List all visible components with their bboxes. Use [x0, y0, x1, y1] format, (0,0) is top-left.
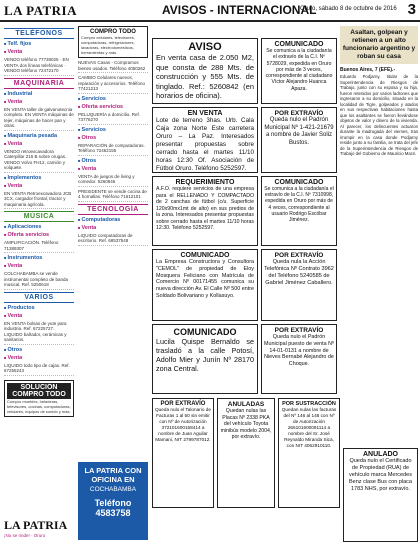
subcategory-telf-fijos: ■ Telf. fijos: [4, 41, 74, 47]
news-dateline: Buenos Aires, 7 (EFE).-: [340, 67, 396, 73]
subcategory-venta: ■ Venta: [78, 225, 148, 231]
subcategory-productos: ■ Productos: [4, 305, 74, 311]
subcategory-maquinaria-pesada: ■ Maquinaria pesada: [4, 133, 74, 139]
subcategory-otros: ■ Otros: [78, 135, 148, 141]
subcategory-venta: ■ Venta: [4, 313, 74, 319]
sustraccion-ad: POR SUSTRACCIÓN Quedan nulas las facturas del Nº 146 al 148 con Nº de Autorización 266101600091114 a nombre del Sr. José Reynaldo Miranda Sica, con NIT 4062910110.: [278, 398, 340, 508]
small-ad: VENTA de juegos de living y comedor. 5260846: [78, 174, 148, 187]
masthead-logo: LA PATRIA: [4, 3, 77, 18]
solucion-ad-box: SOLUCIÓN COMPRO TODO Compro muebles, heladeras, televisores, cocinas, computadoras, celulares, equipos de sonido y más.: [4, 380, 74, 417]
subcategory-industrial: ■ Industrial: [4, 91, 74, 97]
solucion-title: SOLUCIÓN COMPRO TODO: [7, 383, 71, 399]
extravio-ad-3: POR EXTRAVÍO Queda nulo el Padrón Municipal puesto de venta Nº 14-01-0131 a nombre de Nieves Bernabé Alejandro de Choque.: [261, 324, 337, 394]
news-body: Eduardo Podjarny, titular de la Superintendencia de Riesgos de Trabajo, junto con su esposa y su hija, fueron retenidos por varios ladrones que ingresaron a su domicilio, situado en la localidad de Tigre, golpeados y atados en sus respectivas habitaciones hasta que los asaltantes se fueron llevándose objetos de valor y dinero de la vivienda. Al parecer, los delincuentes actuaron durante la madrugada del viernes, tras irrumpir en la casa donde Podjarny reside junto a su familia, se trata del jefe de la Superintendencia de Riesgos de Trabajo del Gobierno de Mauricio Macri.: [340, 74, 418, 156]
subcategory-implementos: ■ Implementos: [4, 175, 74, 181]
small-ad: COLCHABAMBA se vende instrumental completo de banda musical. Ref. 5250618: [4, 271, 74, 290]
category-musica: MÚSICA: [4, 211, 74, 222]
comunicado-ad-4: COMUNICADO Lucila Quispe Bernaldo se trasladó a la calle Potosí, Adolfo Mier y Junín Nº 28170 zona Central.: [152, 324, 258, 394]
small-ad: LIQUIDO computadoras de escritorio. Ref. 68537548: [78, 233, 148, 246]
small-ad: AMPLIFICACIÓN. Teléfono 71389307: [4, 240, 74, 253]
extravio-ad-1: POR EXTRAVÍO Queda nulo el Padrón Municipal Nº 1-421-21679 a nombre de Javier Soliz Bustos.: [261, 107, 337, 173]
small-ad: EN VENTA taller de galvanotecnia completo. EN VENTA máquinas de tejer, máquinas de hacer pan y otras.: [4, 107, 74, 131]
small-ad: PRESIDENTE se vende cocina de 4 hornallas. Teléfono 71612101: [78, 189, 148, 202]
extravio-ad-2: POR EXTRAVÍO Queda nula la Acción Telefónica Nº Contrato 3962 del Teléfono 5240585 de Gabriel Jiménez Caballero.: [261, 249, 337, 321]
comunicado-ad-2: COMUNICADO Se comunica a la ciudadanía el extravío de la C.I. Nº 7310998, expedida en Oruro por más de 4 veces, correspondiente al usuario Rodrigo Escóbar Jiménez.: [261, 176, 337, 246]
la-patria-cochabamba-ad: LA PATRIA CON OFICINA EN COCHABAMBA Teléfono 4583758: [78, 462, 148, 540]
subcategory-venta: ■ Venta: [78, 166, 148, 172]
small-ad: NUEVAS Casas - Compramos bienes usados. Teléfono 4050262: [78, 60, 148, 73]
small-ad: CAMBIO Celulares nuevos, reparación y accesorios. Teléfono 77421213: [78, 75, 148, 94]
news-headline: Asaltan, golpean y retienen a un alto funcionario argentino y roban su casa: [340, 26, 418, 64]
small-ad: LIQUIDO todo tipo de cajas. Ref. 67255243: [4, 363, 74, 376]
subcategory-venta: ■ Venta: [4, 49, 74, 55]
aviso-ad: AVISO En venta casa de 2.050 M2, que consta de 288 Mts. de construcción y 555 Mts. de tinglado. Ref.: 5260842 (en horarios de oficina).: [152, 38, 258, 104]
subcategory-instrumentos: ■ Instrumentos: [4, 255, 74, 261]
subcategory-computadoras: ■ Computadoras: [78, 217, 148, 223]
en-venta-ad: EN VENTA Lote de terreno 3has. Urb. Cala Caja zona Norte Este carretera Oruro – La Paz. Interesados presentar propuestas sobre cerrado hasta el martes 11/10 horas 12:30 Of. Asociación de Fútbol Oruro. Teléfono 5252597.: [152, 107, 258, 173]
small-ad: PELUQUERÍA a domicilio. Ref. 73776270: [78, 112, 148, 125]
subcategory-venta: ■ Venta: [4, 99, 74, 105]
news-column: [340, 26, 418, 444]
small-ad: VENDO retroexcavadora Caterpillar 215 B sobre orugas. VENDO Volvo FH12, camión y volquete.: [4, 149, 74, 173]
requerimiento-ad: REQUERIMIENTO A.F.O. requiere servicios de una empresa para el RELLENADO Y COMPACTADO de 2 canchas de fútbol (c/u. Superficie 120x90mx1mt de alto) en sus predios de la zona. Interesados presentar propuestas sobre cerrado hasta el martes 11/10 horas 12:30. Teléfono 5252597.: [152, 176, 258, 246]
subcategory-servicios: ■ Servicios: [78, 127, 148, 133]
category-tecnologia: TECNOLOGÍA: [78, 204, 148, 215]
subcategory-oferta-servicios: ■ Oferta servicios: [4, 232, 74, 238]
category-maquinaria: MAQUINARIA: [4, 78, 74, 89]
subcategory-venta: ■ Venta: [4, 183, 74, 189]
subcategory-venta: ■ Venta: [4, 355, 74, 361]
small-ad: EN VENTA bolsas de yute para industria. Ref. 67225727. LIQUIDO bañador, cerámicas y sanitarios.: [4, 321, 74, 345]
subcategory-otros: ■ Otros: [78, 158, 148, 164]
extravio-facturas-ad: POR EXTRAVÍO Queda nulo el Talonario de Facturas 1 al 50 sin emitir con Nº de Autorización 372101600158414 a nombre de Juan Aguilar Mamani, NIT 2799787012.: [152, 398, 214, 508]
classifieds-column: [4, 26, 74, 542]
page-header: [0, 0, 420, 22]
subcategory-venta: ■ Venta: [4, 141, 74, 147]
dateline: Oruro, sábado 8 de octubre de 2016: [300, 6, 397, 12]
anulado-ad: ANULADO Queda nulo el Certificado de Propiedad (RUA) de vehículo marca Mercedes Benz clase Bus con placa 1783 NHS, por extravío.: [343, 448, 418, 542]
section-title: AVISOS - INTERNACIONAL: [162, 3, 317, 17]
comunicado-ad-1: COMUNICADO Se comunica a la ciudadanía el extravío de la C.I. Nº 5728029, expedida en Oruro por más de 3 veces, correspondiente al ciudadano Víctor Alejandro Huanca Apaza.: [261, 38, 337, 104]
subcategory-aplicaciones: ■ Aplicaciones: [4, 224, 74, 230]
small-ad: REPARACIÓN de computadoras. Teléfono 72462155: [78, 143, 148, 156]
subcategory-venta: ■ Venta: [4, 263, 74, 269]
compro-todo-box: COMPRO TODO Compro celulares, televisores, computadoras, refrigeradores, lavadoras, electrodomésticos, herramientas y más.: [78, 26, 148, 58]
compro-todo-title: COMPRO TODO: [90, 29, 136, 35]
footer-logo: LA PATRIA ¡No se rinde! · Oruro: [4, 518, 68, 538]
subcategory-oferta: ■ Oferta servicios: [78, 104, 148, 110]
small-ad: VENDO teléfono 77738025 · EN VENTA dos líneas telefónicas · VENDO teléfono 72472170: [4, 57, 74, 76]
subcategory-otros: ■ Otros: [4, 347, 74, 353]
category-varios: VARIOS: [4, 292, 74, 303]
anuladas-ad: ANULADAS Quedan nulas las Placas Nº 2338 PKA del vehículo Toyota minibús modelo 2004, por extravío.: [217, 398, 275, 508]
small-ad: EN VENTA Retroexcavadora JCB 3CX, cargador frontal, tractor y maquinaria agrícola.: [4, 191, 74, 210]
comunicado-ad-3: COMUNICADO La Empresa Constructora y Consultora "CEMOL" de propiedad de Eloy Mosquera Feliciano con Matrícula de Comercio Nº 00171455 comunica su nueva dirección Av. El Calle Nº 500 entre Soldado Bolivariano y Kollasuyo.: [152, 249, 258, 321]
page-number: 3: [407, 1, 416, 18]
subcategory-servicios: ■ Servicios: [78, 96, 148, 102]
category-telefonos: TELÉFONOS: [4, 28, 74, 39]
